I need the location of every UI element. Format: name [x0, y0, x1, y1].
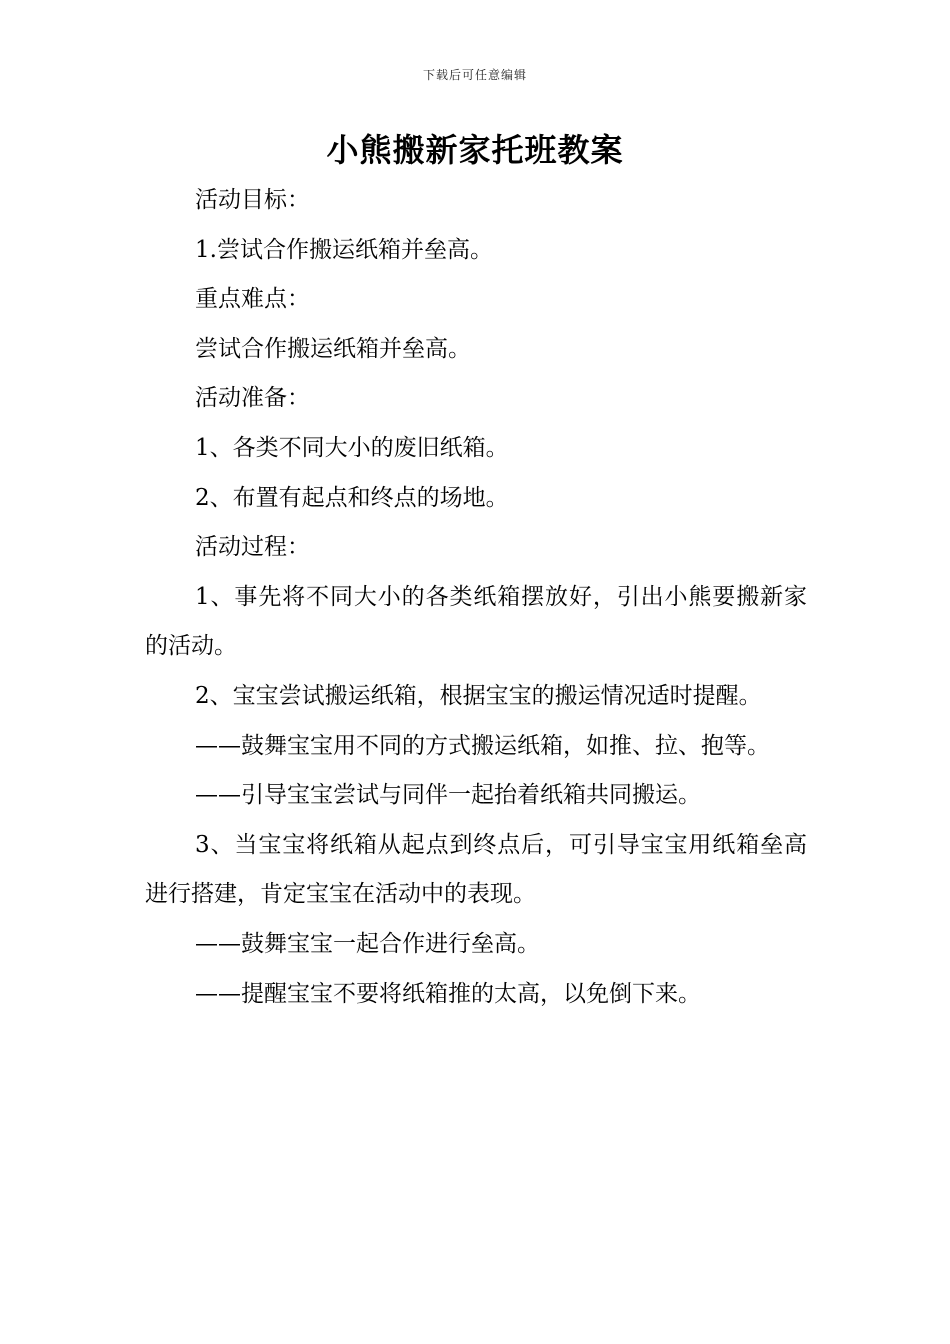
- process-step-3-note-2: ——提醒宝宝不要将纸箱推的太高，以免倒下来。: [195, 980, 701, 1007]
- key-points-text: 尝试合作搬运纸箱并垒高。: [195, 335, 471, 362]
- heading-process: 活动过程：: [195, 534, 310, 561]
- preparation-item-2: 2、布置有起点和终点的场地。: [195, 484, 509, 511]
- process-step-1: 1、事先将不同大小的各类纸箱摆放好，引出小熊要搬新家的活动。: [145, 583, 807, 660]
- process-step-2-note-2: ——引导宝宝尝试与同伴一起抬着纸箱共同搬运。: [195, 782, 701, 809]
- page-header-note: 下载后可任意编辑: [422, 68, 527, 82]
- process-step-2-note-1: ——鼓舞宝宝用不同的方式搬运纸箱，如推、拉、抱等。: [195, 732, 770, 759]
- heading-activity-goals: 活动目标：: [195, 187, 310, 213]
- document-body: [145, 176, 807, 1019]
- document-title: 小熊搬新家托班教案: [326, 131, 624, 169]
- heading-preparation: 活动准备：: [195, 385, 310, 412]
- process-step-3: 3、当宝宝将纸箱从起点到终点后，可引导宝宝用纸箱垒高进行搭建，肯定宝宝在活动中的表现。: [145, 831, 807, 908]
- goal-item-1: 1.尝试合作搬运纸箱并垒高。: [195, 236, 493, 263]
- process-step-2: 2、宝宝尝试搬运纸箱，根据宝宝的搬运情况适时提醒。: [195, 682, 762, 709]
- preparation-item-1: 1、各类不同大小的废旧纸箱。: [195, 434, 509, 461]
- heading-key-points: 重点难点：: [195, 286, 310, 313]
- process-step-3-note-1: ——鼓舞宝宝一起合作进行垒高。: [195, 930, 540, 957]
